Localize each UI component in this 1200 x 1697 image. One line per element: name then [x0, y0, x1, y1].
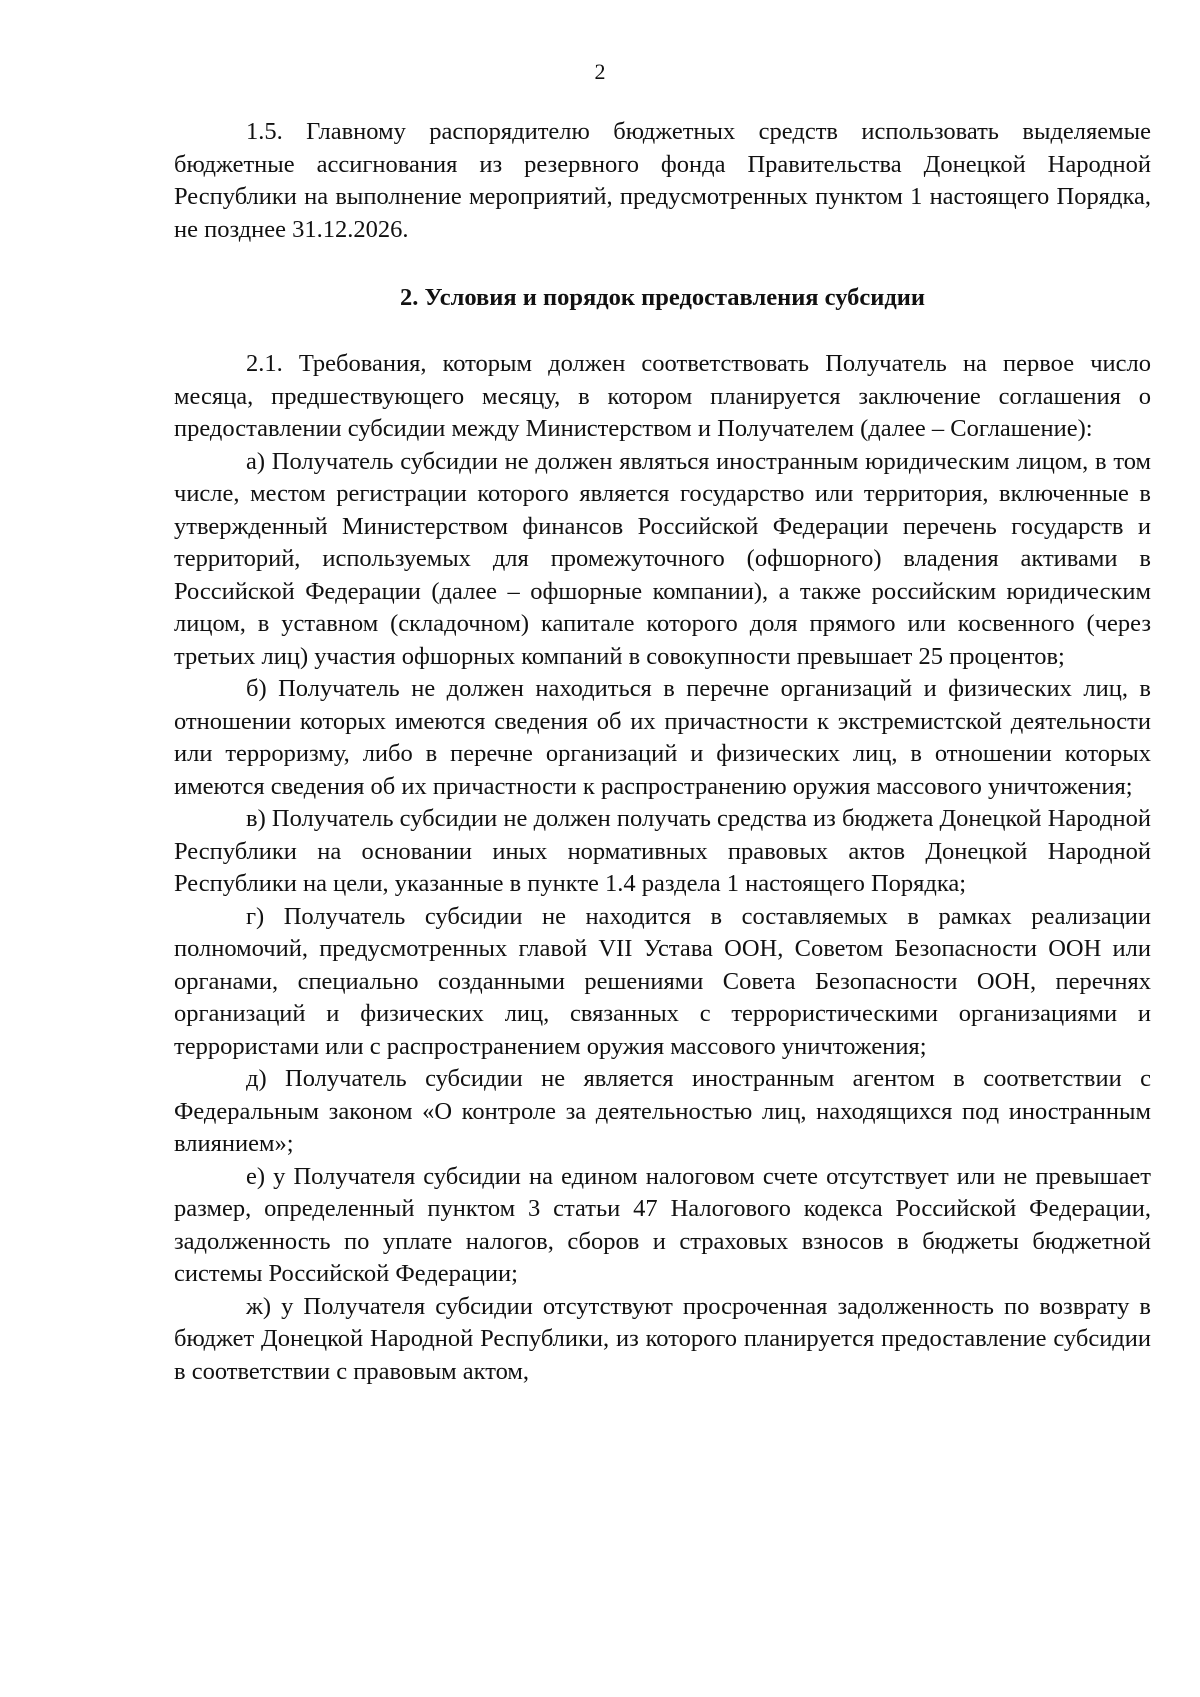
paragraph-item-g: г) Получатель субсидии не находится в составляемых в рамках реализации полномочий, предусмотренных главой VII Устава ООН, Советом Безопасности ООН или органами, специально созданными решениями Совета Безопасности ООН, перечнях организаций и физических лиц, связанных с террористическими организациями и террористами или с распространением оружия массового уничтожения; [174, 902, 1151, 1060]
paragraph-item-e: е) у Получателя субсидии на едином налоговом счете отсутствует или не превышает размер, определенный пунктом 3 статьи 47 Налогового кодекса Российской Федерации, задолженность по уплате налогов, сборов и страховых взносов в бюджеты бюджетной системы Российской Федерации; [174, 1162, 1151, 1287]
paragraph-item-v: в) Получатель субсидии не должен получать средства из бюджета Донецкой Народной Республики на основании иных нормативных правовых актов Донецкой Народной Республики на цели, указанные в пункте 1.4 раздела 1 настоящего Порядка; [174, 805, 1151, 897]
paragraph-item-d: д) Получатель субсидии не является иностранным агентом в соответствии с Федеральным законом «О контроле за деятельностью лиц, находящихся под иностранным влиянием»; [174, 1065, 1151, 1157]
paragraph-1-5: 1.5. Главному распорядителю бюджетных средств использовать выделяемые бюджетные ассигнования из резервного фонда Правительства Донецкой Народной Республики на выполнение мероприятий, предусмотренных пунктом 1 настоящего Порядка, не позднее 31.12.2026. [174, 118, 1151, 243]
page-number: 2 [594, 59, 606, 84]
paragraph-item-b: б) Получатель не должен находиться в перечне организаций и физических лиц, в отношении которых имеются сведения об их причастности к экстремистской деятельности или терроризму, либо в перечне организаций и физических лиц, в отношении которых имеются сведения об их причастности к распространению оружия массового уничтожения; [174, 675, 1151, 800]
paragraph-item-a: а) Получатель субсидии не должен являться иностранным юридическим лицом, в том числе, местом регистрации которого является государство или территория, включенные в утвержденный Министерством финансов Российской Федерации перечень государств и территорий, используемых для промежуточного (офшорного) владения активами в Российской Федерации (далее – офшорные компании), а также российским юридическим лицом, в уставном (складочном) капитале которого доля прямого или косвенного (через третьих лиц) участия офшорных компаний в совокупности превышает 25 процентов; [174, 447, 1151, 670]
paragraph-item-zh: ж) у Получателя субсидии отсутствуют просроченная задолженность по возврату в бюджет Донецкой Народной Республики, из которого планируется предоставление субсидии в соответствии с правовым актом, [174, 1292, 1151, 1385]
paragraph-2-1: 2.1. Требования, которым должен соответствовать Получатель на первое число месяца, предшествующего месяцу, в котором планируется заключение соглашения о предоставлении субсидии между Министерством и Получателем (далее – Соглашение): [174, 350, 1151, 442]
section-heading: 2. Условия и порядок предоставления субсидии [399, 284, 926, 311]
document-body [174, 116, 1151, 1388]
